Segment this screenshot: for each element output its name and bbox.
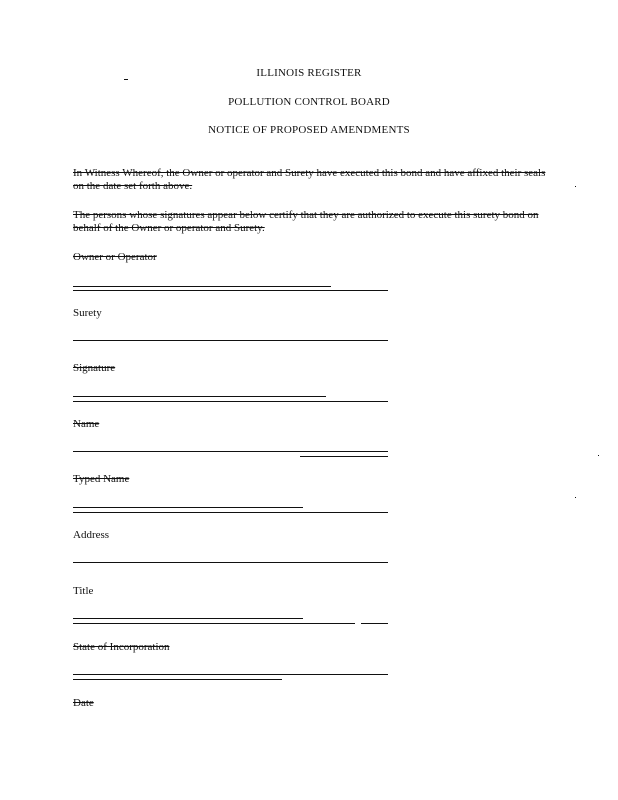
owner-operator-line	[73, 290, 388, 291]
scan-artifact	[124, 79, 128, 80]
register-title: ILLINOIS REGISTER	[256, 67, 362, 79]
typed-name-line-struck	[73, 507, 303, 508]
signature-line	[73, 401, 388, 402]
date-label: Date	[73, 697, 94, 709]
state-line-struck	[73, 679, 282, 680]
typed-name-line	[73, 512, 388, 513]
name-line-struck	[300, 456, 388, 457]
surety-label: Surety	[73, 307, 102, 319]
title-label: Title	[73, 585, 94, 597]
state-of-incorporation-label: State of Incorporation	[73, 641, 170, 653]
name-line	[73, 451, 388, 452]
address-label: Address	[73, 529, 110, 541]
witness-paragraph: In Witness Whereof, the Owner or operator and Surety have executed this bond and have affixed their seals on the date set forth above.	[73, 167, 546, 192]
board-title: POLLUTION CONTROL BOARD	[228, 96, 390, 108]
owner-operator-label: Owner or Operator	[73, 251, 157, 263]
certify-paragraph: The persons whose signatures appear below certify that they are authorized to execute this surety bond on behalf of the Owner or operator and Surety.	[73, 209, 539, 234]
address-line	[73, 562, 388, 563]
state-line	[73, 674, 388, 675]
surety-line	[73, 340, 388, 341]
title-line-struck	[73, 618, 303, 619]
title-line	[73, 623, 355, 624]
signature-label: Signature	[73, 362, 116, 374]
scan-artifact	[575, 186, 576, 187]
name-label: Name	[73, 418, 100, 430]
scan-artifact	[575, 497, 576, 498]
signature-line-struck	[73, 396, 326, 397]
scan-artifact	[598, 455, 599, 456]
owner-operator-line-struck	[73, 286, 331, 287]
typed-name-label: Typed Name	[73, 473, 130, 485]
title-line-end	[361, 623, 388, 624]
notice-title: NOTICE OF PROPOSED AMENDMENTS	[208, 124, 410, 136]
